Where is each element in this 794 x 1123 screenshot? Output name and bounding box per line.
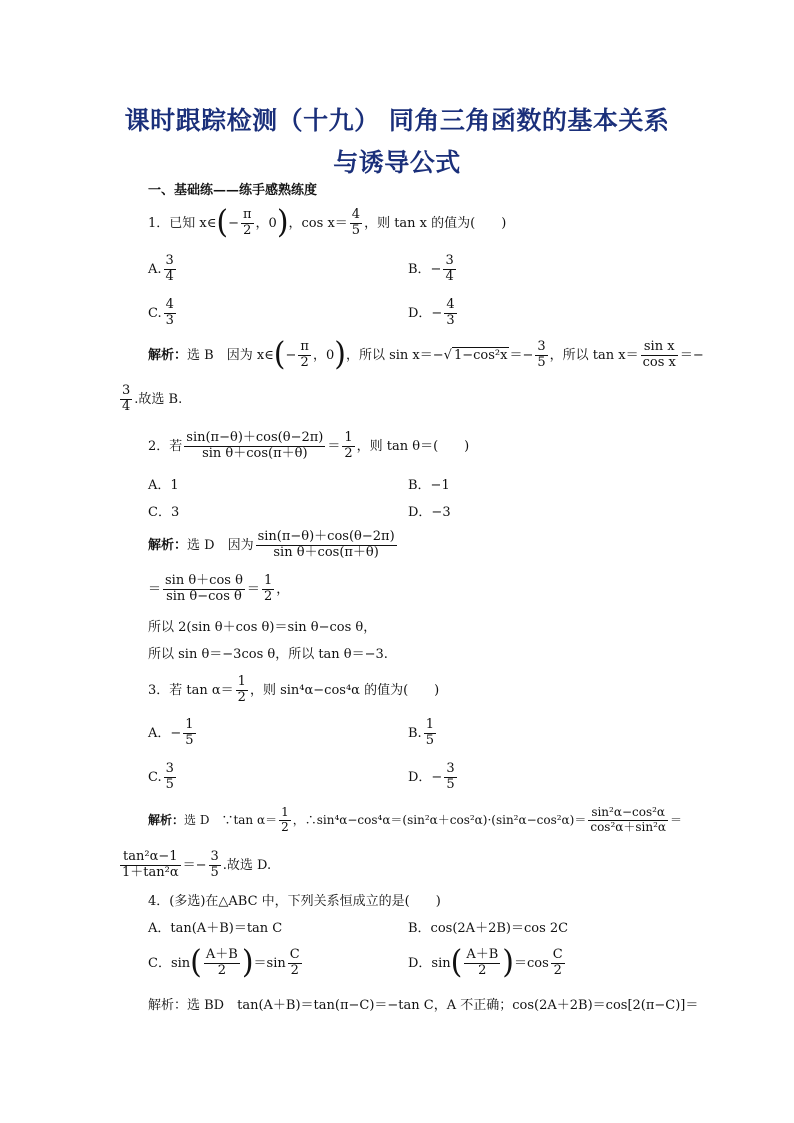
q3-stem: 3．若 tan α＝ $\frac{1}{2}$ ，则 sin⁴α−cos⁴α 的值为( ) bbox=[148, 674, 440, 705]
q1-option-b: B．− $\frac{3}{4}$ bbox=[408, 253, 454, 284]
q1-solution-cont: $\frac{3}{4}$ .故选 B. bbox=[122, 383, 183, 414]
q1-option-c: C. $\frac{4}{3}$ bbox=[148, 297, 174, 328]
q3-solution: 解析：选 D ∵tan α＝ $\frac{1}{2}$ ，∴sin⁴α−cos⁴α＝(sin²α＋cos²α)·(sin²α−cos²α)＝ $\frac{\text{sin²α−cos²α}}{\text{cos²α＋sin²α}}$ ＝ bbox=[148, 805, 683, 834]
q3-option-a: A．− $\frac{1}{5}$ bbox=[148, 717, 194, 748]
q1-fraction-cos: $\frac{4}{5}$ bbox=[351, 207, 361, 238]
q3-option-d: D．− $\frac{3}{5}$ bbox=[408, 761, 455, 792]
q1-solution: 解析：选 B 因为 x∈(− $\frac{\pi}{2}$ ，0)，所以 sin x＝−√ 1−cos²x ＝− $\frac{3}{5}$ ，所以 tan x＝ $\frac{\text{sin x}}{\text{cos x}}$ ＝− bbox=[148, 336, 704, 374]
q4-option-d: D．sin( $\frac{A+B}{2}$ )＝cos $\frac{C}{2}$ bbox=[408, 944, 563, 982]
page-title-line1: 课时跟踪检测（十九） 同角三角函数的基本关系 bbox=[124, 106, 670, 135]
q3-solution-cont: $\frac{\text{tan²α−1}}{\text{1＋tan²α}}$ ＝− $\frac{3}{5}$ .故选 D. bbox=[122, 849, 272, 880]
section-heading: 一、基础练——练手感熟练度 bbox=[148, 183, 318, 198]
q3-option-b: B. $\frac{1}{5}$ bbox=[408, 717, 434, 748]
q4-option-a: A．tan(A＋B)＝tan C bbox=[148, 921, 283, 936]
q2-stem: 2．若 $\frac{\sin(\pi-\theta)+\cos(\theta-2\pi)}{\text{sin θ＋cos(π＋θ)}}$ ＝ $\frac{1}{2}$ ，则 tan θ＝( ) bbox=[148, 430, 470, 461]
q2-solution-line2: ＝ $\frac{\text{sin θ＋cos θ}}{\text{sin θ−cos θ}}$ ＝ $\frac{1}{2}$ ， bbox=[148, 573, 290, 604]
q2-solution-line4: 所以 sin θ＝−3cos θ，所以 tan θ＝−3. bbox=[148, 647, 388, 662]
q2-solution: 解析：选 D 因为 $\frac{\sin(\pi-\theta)+\cos(\theta-2\pi)}{\text{sin θ＋cos(π＋θ)}}$ bbox=[148, 529, 395, 560]
q1-option-a: A. $\frac{3}{4}$ bbox=[148, 253, 174, 284]
q4-option-b: B．cos(2A＋2B)＝cos 2C bbox=[408, 921, 569, 936]
q2-solution-line3: 所以 2(sin θ＋cos θ)＝sin θ−cos θ， bbox=[148, 620, 377, 635]
q4-solution: 解析：选 BD tan(A＋B)＝tan(π−C)＝−tan C，A 不正确；cos(2A＋2B)＝cos[2(π−C)]＝ bbox=[148, 998, 699, 1013]
q2-option-d: D．−3 bbox=[408, 505, 451, 520]
q2-option-c: C．3 bbox=[148, 505, 180, 520]
q2-option-a: A．1 bbox=[148, 478, 179, 493]
q2-option-b: B．−1 bbox=[408, 478, 450, 493]
q4-stem: 4．(多选)在△ABC 中，下列关系恒成立的是( ) bbox=[148, 894, 441, 909]
page-title-line2: 与诱导公式 bbox=[333, 148, 461, 177]
q3-option-c: C. $\frac{3}{5}$ bbox=[148, 761, 174, 792]
q1-option-d: D．− $\frac{4}{3}$ bbox=[408, 297, 455, 328]
q1-stem: 1．已知 x∈(− $\frac{\pi}{2}$ ，0)，cos x＝ $\frac{4}{5}$ ，则 tan x 的值为( ) bbox=[148, 204, 507, 242]
q1-fraction-pi-2: $\frac{\pi}{2}$ bbox=[242, 207, 252, 238]
q4-option-c: C．sin( $\frac{A+B}{2}$ )＝sin $\frac{C}{2}$ bbox=[148, 944, 300, 982]
